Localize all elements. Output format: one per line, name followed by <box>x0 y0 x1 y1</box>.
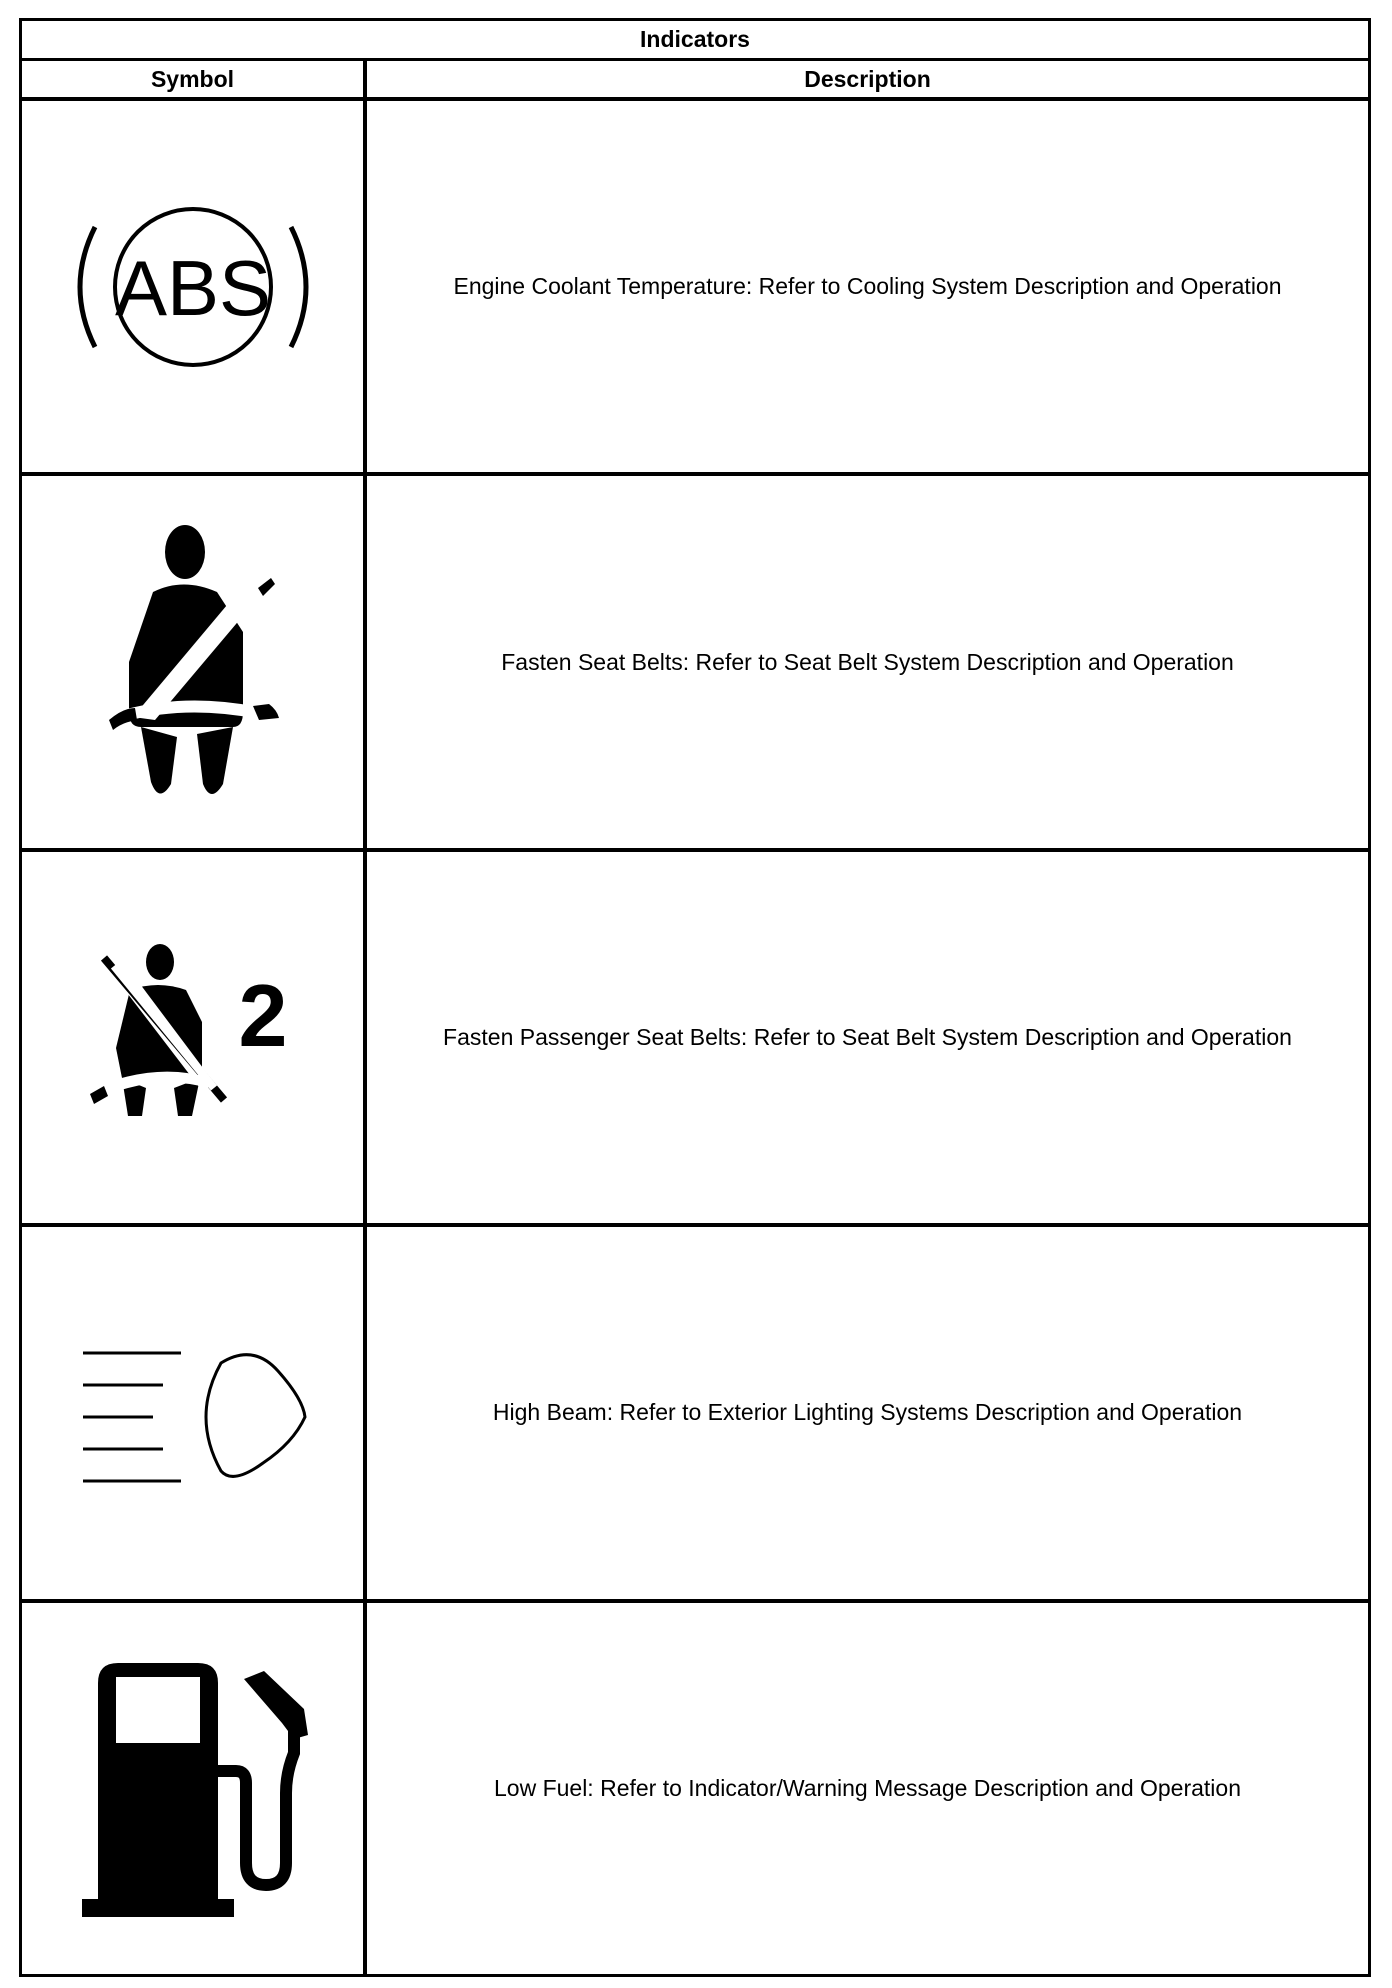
table-row <box>22 101 1368 476</box>
description-cell: Engine Coolant Temperature: Refer to Cooling System Description and Operation <box>453 273 1282 300</box>
table-header-row <box>22 61 1368 101</box>
table-body <box>22 101 1368 1974</box>
table-row <box>22 1603 1368 1974</box>
seat-belt-icon <box>93 522 293 802</box>
high-beam-icon <box>73 1333 313 1493</box>
indicators-table <box>19 18 1371 1977</box>
abs-icon-text: ABS <box>114 243 271 332</box>
passenger-number-text: 2 <box>238 965 287 1065</box>
passenger-seat-belt-icon <box>78 938 308 1138</box>
description-cell: Low Fuel: Refer to Indicator/Warning Message Description and Operation <box>493 1774 1242 1801</box>
table-row <box>22 476 1368 851</box>
table-row <box>22 1227 1368 1602</box>
symbol-cell <box>22 852 367 1223</box>
symbol-cell <box>22 476 367 847</box>
table-row <box>22 852 1368 1227</box>
fuel-pump-icon <box>68 1653 318 1923</box>
description-column-header: Description <box>804 65 931 92</box>
abs-icon <box>73 187 313 387</box>
symbol-cell <box>22 1603 367 1974</box>
description-cell: High Beam: Refer to Exterior Lighting Systems Description and Operation <box>492 1399 1243 1426</box>
description-cell: Fasten Passenger Seat Belts: Refer to Seat Belt System Description and Operation <box>443 1024 1292 1051</box>
symbol-column-header: Symbol <box>22 61 367 97</box>
symbol-cell <box>22 1227 367 1598</box>
symbol-cell <box>22 101 367 472</box>
description-cell: Fasten Seat Belts: Refer to Seat Belt System Description and Operation <box>501 648 1234 675</box>
table-title: Indicators <box>22 21 1368 61</box>
